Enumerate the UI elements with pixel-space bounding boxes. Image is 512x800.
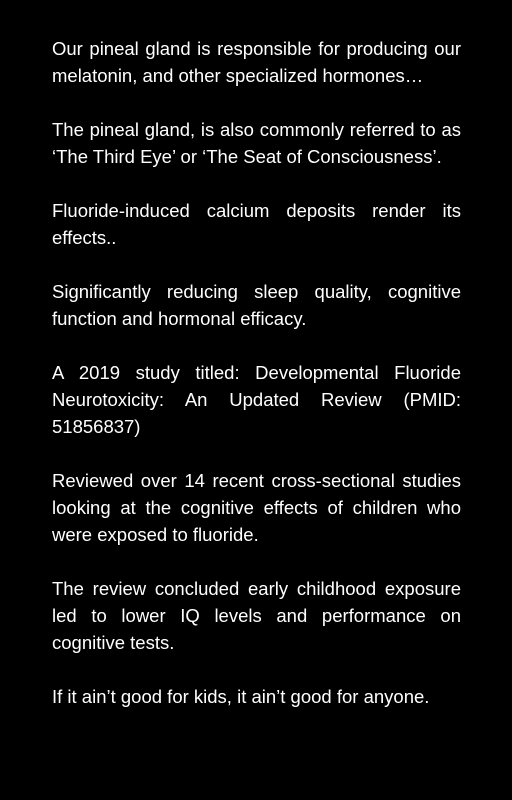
- paragraph-study-review: Reviewed over 14 recent cross-sectional studies looking at the cognitive effects of children who were exposed to fluoride.: [52, 470, 461, 545]
- text-slide: [52, 35, 461, 710]
- paragraph-study-title: A 2019 study titled: Developmental Fluoride Neurotoxicity: An Updated Review (PMID: 51856837): [52, 362, 461, 437]
- paragraph-sleep-quality: Significantly reducing sleep quality, cognitive function and hormonal efficacy.: [52, 281, 461, 329]
- paragraph-closing-statement: If it ain’t good for kids, it ain’t good for anyone.: [52, 686, 430, 707]
- paragraph-calcium-deposits: Fluoride-induced calcium deposits render its effects..: [52, 200, 461, 248]
- paragraph-pineal-gland-function: Our pineal gland is responsible for producing our melatonin, and other specialized hormones…: [52, 38, 461, 86]
- paragraph-review-conclusion: The review concluded early childhood exposure led to lower IQ levels and performance on cognitive tests.: [52, 578, 461, 653]
- paragraph-third-eye: The pineal gland, is also commonly referred to as ‘The Third Eye’ or ‘The Seat of Consciousness’.: [52, 119, 461, 167]
